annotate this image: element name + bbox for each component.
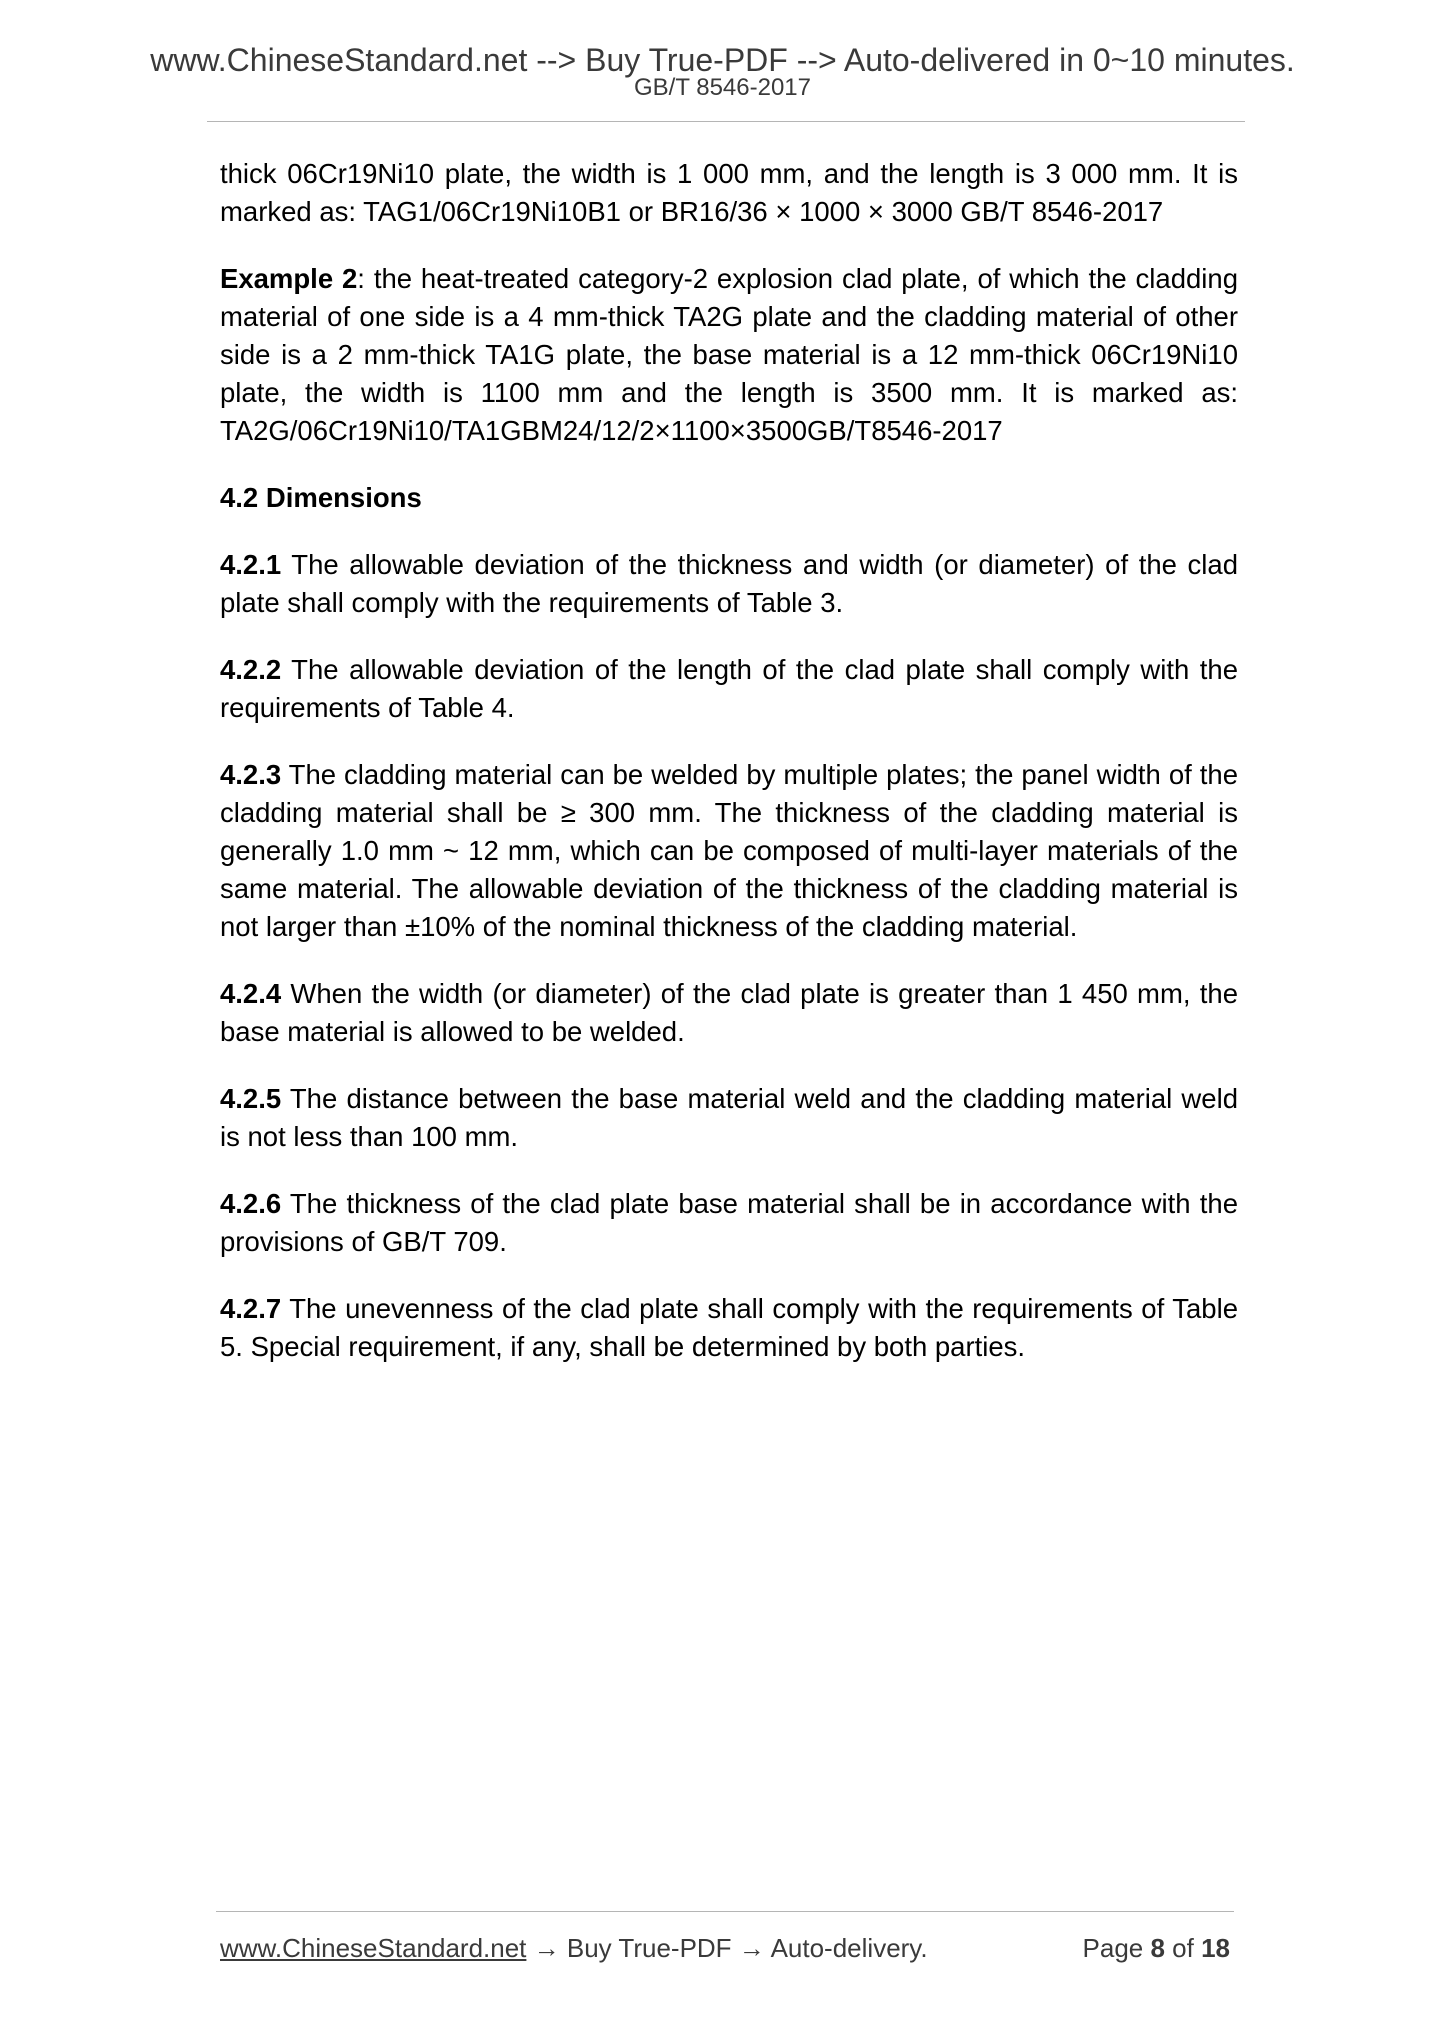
example-2-paragraph: [220, 260, 1238, 450]
footer-divider: [216, 1911, 1234, 1912]
clause-text: The distance between the base material weld and the cladding material weld is not less than 100 mm.: [220, 1083, 1238, 1152]
clause-4-2-2: [220, 651, 1238, 727]
clause-number: 4.2.5: [220, 1083, 282, 1114]
page-current: 8: [1150, 1933, 1165, 1963]
clause-number: 4.2.6: [220, 1188, 282, 1219]
example-2-label: Example 2: [220, 263, 358, 294]
clause-text: The cladding material can be welded by multiple plates; the panel width of the cladding material shall be ≥ 300 mm. The thickness of the cladding material is generally 1.0 mm ~ 12 mm, which can be composed of multi-layer materials of the same material. The allowable deviation of the thickness of the cladding material is not larger than ±10% of the nominal thickness of the cladding material.: [220, 759, 1238, 942]
page-footer: [220, 1932, 1230, 1964]
clause-text: The allowable deviation of the thickness and width (or diameter) of the clad plate shall comply with the requirements of Table 3.: [220, 549, 1238, 618]
page-content: [220, 155, 1238, 1395]
clause-4-2-6: [220, 1185, 1238, 1261]
clause-4-2-7: [220, 1290, 1238, 1366]
footer-tagline: → Buy True-PDF → Auto-delivery.: [526, 1933, 928, 1963]
clause-text: When the width (or diameter) of the clad plate is greater than 1 450 mm, the base material is allowed to be welded.: [220, 978, 1238, 1047]
clause-text: The allowable deviation of the length of the clad plate shall comply with the requirements of Table 4.: [220, 654, 1238, 723]
page-number: [1083, 1932, 1230, 1964]
page-of: of: [1164, 1933, 1202, 1963]
clause-4-2-5: [220, 1080, 1238, 1156]
clause-number: 4.2.4: [220, 978, 282, 1009]
example-2-text: : the heat-treated category-2 explosion clad plate, of which the cladding material of one side is a 4 mm-thick TA2G plate and the cladding material of other side is a 2 mm-thick TA1G plate, the base material is a 12 mm-thick 06Cr19Ni10 plate, the width is 1100 mm and the length is 3500 mm. It is marked as: TA2G/06Cr19Ni10/TA1GBM24/12/2×1100×3500GB/T8546-2017: [220, 263, 1238, 446]
clause-text: The unevenness of the clad plate shall comply with the requirements of Table 5. Special requirement, if any, shall be determined by both parties.: [220, 1293, 1238, 1362]
intro-paragraph: thick 06Cr19Ni10 plate, the width is 1 000 mm, and the length is 3 000 mm. It is marked as: TAG1/06Cr19Ni10B1 or BR16/36 × 1000 × 3000 GB/T 8546-2017: [220, 158, 1238, 227]
standard-code: GB/T 8546-2017: [633, 74, 811, 101]
clause-number: 4.2.2: [220, 654, 282, 685]
clause-4-2-1: [220, 546, 1238, 622]
page-total: 18: [1201, 1933, 1230, 1963]
clause-number: 4.2.7: [220, 1293, 282, 1324]
page-label: Page: [1082, 1933, 1151, 1963]
clause-number: 4.2.3: [220, 759, 282, 790]
header-divider: [207, 121, 1245, 122]
clause-4-2-3: [220, 756, 1238, 946]
footer-site-link[interactable]: www.ChineseStandard.net: [220, 1933, 527, 1963]
section-heading: 4.2 Dimensions: [220, 482, 422, 513]
site-banner: www.ChineseStandard.net --> Buy True-PDF --> Auto-delivered in 0~10 minutes.: [150, 42, 1295, 78]
clause-4-2-4: [220, 975, 1238, 1051]
clause-text: The thickness of the clad plate base material shall be in accordance with the provisions of GB/T 709.: [220, 1188, 1238, 1257]
clause-number: 4.2.1: [220, 549, 282, 580]
